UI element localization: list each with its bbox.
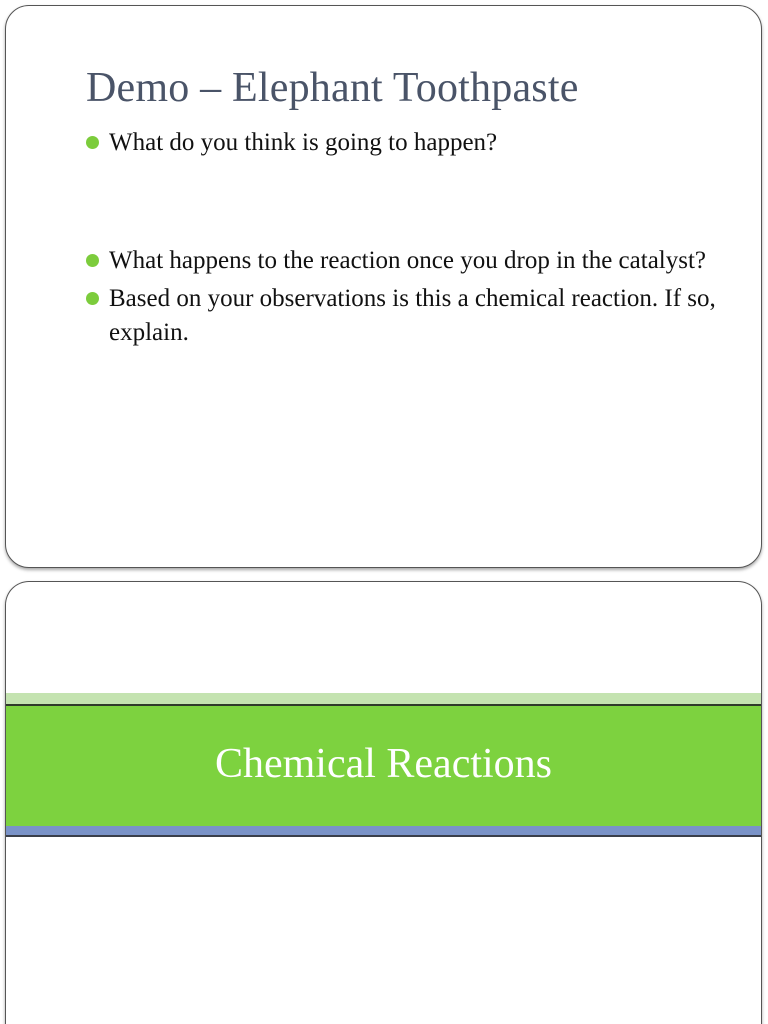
bullet-dot-icon [86,254,99,267]
bullet-item [86,244,726,278]
bullet-dot-icon [86,136,99,149]
slide-title: Demo – Elephant Toothpaste [86,65,579,111]
section-band-bottom-divider [6,835,761,837]
bullet-item [86,126,726,160]
section-title: Chemical Reactions [214,741,553,787]
bullet-list [86,126,726,350]
bullet-text: What do you think is going to happen? [109,129,498,156]
section-band-stripe [6,826,761,835]
slide-section-header [5,581,762,1024]
bullet-text: What happens to the reaction once you drop in the catalyst? [109,247,707,274]
bullet-dot-icon [86,292,99,305]
section-band-light [6,693,761,704]
bullet-item [86,282,726,350]
slide-demo-elephant-toothpaste [5,5,762,568]
bullet-text: Based on your observations is this a chemical reaction. If so, explain. [109,285,716,346]
